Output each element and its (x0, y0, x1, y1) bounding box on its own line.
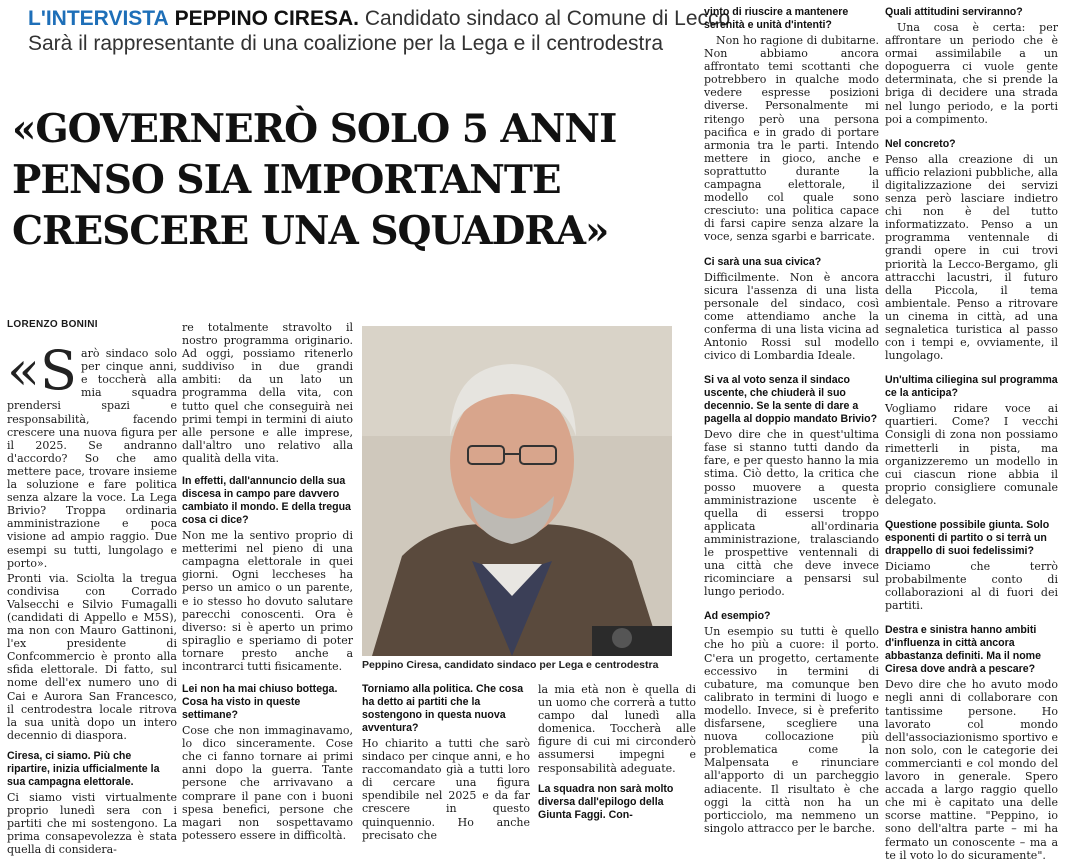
answer: Ho chiarito a tutti che sarò sindaco per cinque anni, e ho raccomandato già a tutti loro di cercare una figura spendibile nel 2025 e da far crescere in questo quinquennio. Ho anche precisato che (362, 737, 530, 842)
headline-line-3: CRESCERE UNA SQUADRA» (12, 208, 609, 254)
question: La squadra non sarà molto diversa dall'epilogo della Giunta Faggi. Con- (538, 782, 674, 821)
dropcap: «S (7, 339, 78, 403)
paragraph: Pronti via. Sciolta la tregua condivisa con Corrado Valsecchi e Silvio Fumagalli (candidati di Appello e M5S), ma non con Mauro Gattinoni, l'ex presidente di Confcommercio è pronto alla sfida elettorale. Di fatto, sul nome dell'ex numero uno di Cai e Aurora San Francesco, il centrodestra locale ritrova la sua unità dopo un intero decennio di diaspora. (7, 571, 177, 742)
answer: Difficilmente. Non è ancora sicura l'assenza di una lista personale del sindaco, così come attendiamo anche la conferma di una lista vicina ad Antonio Rossi sul modello civico di Lombardia Ideale. (704, 270, 879, 363)
question: Nel concreto? (885, 137, 956, 150)
answer: Non me la sentivo proprio di metterimi nel pieno di una campagna elettorale in quei giorni. Ogni leccheses ha perso un amico o un parente, e io stesso ho dovuto salutare parecchi conoscenti. Ora è diverso: si è aperto un primo spiraglio e speriamo di poter tornare presto anche a incontrarci tutti fisicamente. (182, 529, 353, 673)
answer: Cose che non immaginavamo, lo dico sinceramente. Cose che ci fanno tornare ai primi anni dopo la guerra. Tante persone che arrivavano a comprare il pane con i buoni spesa benefici, persone che magari non sospettavamo potessero essere in difficoltà. (182, 724, 353, 842)
lead-paragraph (7, 339, 177, 570)
column-2 (182, 321, 353, 844)
answer: Un esempio su tutti è quello che ho più a cuore: il porto. C'era un progetto, certamente eccessivo in termini di cubature, ma comunque ben calibrato in termini di luogo e modello. Invece, si è preferito disfarsene, scegliere una nuova collocazione più problematica come la Malpensata e rinunciare all'apporto di un parcheggio adiacente. Il risultato è che oggi la città non ha un porticciolo, ma nemmeno un singolo attracco per le barche. (704, 625, 879, 835)
question: In effetti, dall'annuncio della sua discesa in campo pare davvero cambiato il mondo. E della tregua cosa ci dice? (182, 475, 351, 527)
column-6 (885, 6, 1058, 864)
lead-text: arò sindaco solo per cinque anni, e toccherà alla mia squadra prendersi spazi e responsabilità, facendo crescere una nuova figura per il 2025. Se andranno d'accordo? So che amo mettere pace, trovare insieme la soluzione e fare politica senza alzare la voce. La Lega Brivio? Troppa ordinaria amministrazione e poca visione ad ampio raggio. Due esempi su tutti, lungolago e porto». (7, 347, 177, 570)
answer: Non ho ragione di dubitarne. Non abbiamo ancora affrontato temi scottanti che potrebbero in qualche modo vedere espresse posizioni diverse. Personalmente mi ritengo però una persona pacifica e in grado di portare armonia tra le parti. Intendo mettere in gioco, anche e soprattutto durante la campagna elettorale, il modello col quale sono cresciuto: una politica capace di farsi capire senza alzare la voce, senza sgarbi e barricate. (704, 34, 879, 244)
question: Destra e sinistra hanno ambiti d'influenza in città ancora abbastanza definiti. Ma il nome Ciresa dove andrà a pescare? (885, 624, 1041, 676)
column-5 (704, 6, 879, 837)
answer: Ci siamo visti virtualmente proprio lunedì sera con i partiti che mi sostengono. La prima consapevolezza è stata quella di considera- (7, 790, 177, 857)
answer: Devo dire che in quest'ultima fase si stanno tutti dando da fare, e per questo hanno la mia stima. Ciò detto, la critica che posso muovere a questa amministrazione uscente è quella di essersi troppo applicata all'ordinaria amministrazione, tralasciando le prospettive ventennali di una città che deve invece ricominciare a pensarsi sul lungo periodo. (704, 428, 879, 599)
article-headline (12, 104, 692, 257)
answer: Devo dire che ho avuto modo negli anni di collaborare con tantissime persone. Ho lavorato col mondo dell'associazionismo sportivo e non solo, con le categorie dei commercianti e col mondo del lavoro in generale. Spero accada a largo raggio quello che mi è capitato una delle scorse mattine. "Peppino, io sono dell'altra parte – mi ha fermato un conoscente – ma a te il voto lo do sicuramente". (885, 678, 1058, 862)
answer: Diciamo che terrò probabilmente conto di collaborazioni al di fuori dei partiti. (885, 560, 1058, 613)
portrait-photo (362, 326, 672, 656)
question: Quali attitudini serviranno? (885, 6, 1023, 18)
question: vinto di riuscire a mantenere serenità e unità d'intenti? (704, 6, 849, 31)
portrait-illustration (362, 326, 672, 656)
kicker-role: Candidato sindaco al Comune di Lecco (364, 7, 731, 30)
question: Lei non ha mai chiuso bottega. Cosa ha visto in queste settimane? (182, 683, 338, 722)
question: Torniamo alla politica. Che cosa ha detto ai partiti che la sostengono in questa nuova avventura? (362, 683, 524, 734)
kicker-name: PEPPINO CIRESA. (174, 7, 359, 30)
photo-caption: Peppino Ciresa, candidato sindaco per Lega e centrodestra (362, 659, 659, 671)
column-1 (7, 318, 177, 858)
answer: Vogliamo ridare voce ai quartieri. Come? I vecchi Consigli di zona non possiamo rimetterli in pista, ma organizzeremo un modello in cui ciascun rione abbia il proprio consigliere comunale delegato. (885, 402, 1058, 507)
question: Ciresa, ci siamo. Più che ripartire, inizia ufficialmente la sua campagna elettorale. (7, 749, 160, 788)
column-4 (538, 683, 696, 824)
answer: la mia età non è quella di un uomo che correrà a tutto campo dal lunedì alla domenica. Toccherà alle figure di cui mi circonderò assumersi impegni e responsabilità adeguate. (538, 683, 696, 775)
column-3 (362, 683, 530, 844)
kicker-subtitle: Sarà il rappresentante di una coalizione per la Lega e il centrodestra (28, 32, 664, 55)
question: Ci sarà una sua civica? (704, 255, 822, 268)
question: Si va al voto senza il sindaco uscente, che chiuderà il suo decennio. Se la sente di dare a pagella al doppio mandato Brivio? (704, 374, 878, 426)
headline-line-2: PENSO SIA IMPORTANTE (12, 157, 561, 203)
byline: LORENZO BONINI (7, 319, 98, 330)
question: Un'ultima ciliegina sul programma ce la anticipa? (885, 374, 1058, 400)
paragraph: re totalmente stravolto il nostro programma originario. Ad oggi, possiamo ritenerlo suddiviso in due grandi ambiti: da un lato un programma della vita, con tutto quel che conseguirà nei primi tempi in termini di aiuto alle persone e alle imprese, dall'altro uno relativo alla qualità della vita. (182, 321, 353, 465)
answer: Una cosa è certa: per affrontare un periodo che è ormai assimilabile a un dopoguerra ci vuole gente determinata, che si prende la briga di decidere una strada nel lungo periodo, e la porti poi a compimento. (885, 21, 1058, 126)
headline-line-1: «GOVERNERÒ SOLO 5 ANNI (12, 106, 617, 152)
question: Ad esempio? (704, 610, 771, 623)
question: Questione possibile giunta. Solo esponenti di partito o si terrà un drappello di suoi fedelissimi? (885, 519, 1050, 557)
kicker-label: L'INTERVISTA (28, 7, 169, 30)
answer: Penso alla creazione di un ufficio relazioni pubbliche, alla digitalizzazione dei servizi senza però lasciare indietro chi non è del tutto informatizzato. Penso a un programma ventennale di grandi opere in cui trovi priorità la Lecco-Bergamo, gli attracchi lacustri, il futuro della Piccola, il tema ambientale. Penso a ritrovare un cinema in città, ad una segnaletica turistica al passo con i tempi e, ovviamente, il lungolago. (885, 152, 1058, 363)
